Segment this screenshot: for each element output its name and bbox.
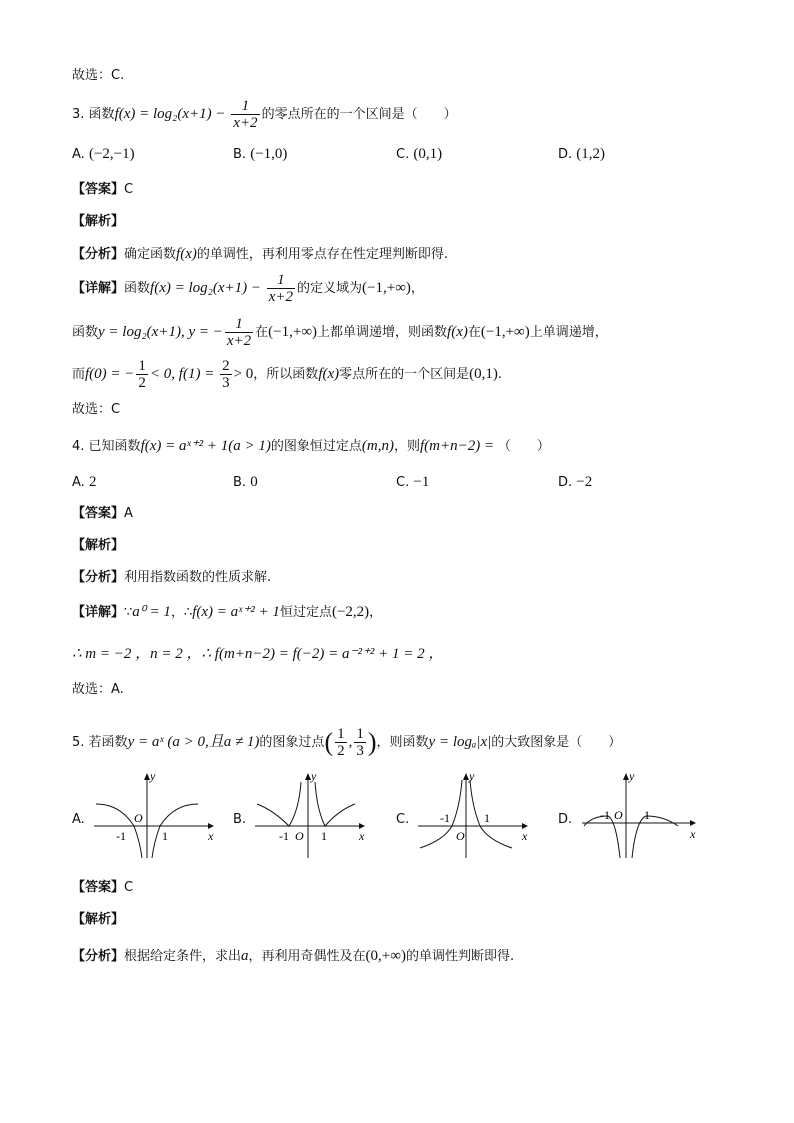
detail-tag: 【详解】 — [72, 281, 125, 296]
text: ，所以函数 — [253, 367, 319, 382]
fraction — [136, 358, 148, 391]
denominator: x+2 — [226, 333, 252, 349]
text: 的图象过点 — [259, 735, 325, 750]
text: 在 — [255, 325, 269, 340]
math: (−1,+∞) — [268, 324, 318, 340]
denominator: x+2 — [233, 115, 258, 131]
answer-tag: 【答案】 — [72, 506, 125, 521]
x-axis-label: x — [522, 829, 528, 843]
fraction — [267, 272, 295, 305]
numerator: 1 — [138, 358, 146, 374]
math: (m,n) — [361, 438, 394, 454]
option-value: (−1,0) — [250, 146, 288, 162]
tick-neg-one: -1 — [279, 829, 289, 843]
origin-label: O — [614, 808, 623, 822]
q5-option-d-graph[interactable] — [578, 770, 708, 860]
question-number: 3. — [72, 107, 85, 122]
origin-label: O — [295, 829, 304, 843]
q5-option-b-graph[interactable] — [251, 770, 381, 860]
text: . — [497, 367, 503, 382]
curve-left — [584, 816, 620, 858]
question-5-stem — [72, 726, 621, 759]
text: ， — [410, 281, 424, 296]
question-number: 4. — [72, 439, 85, 454]
tick-pos-one: 1 — [321, 829, 327, 843]
q5-fenxi — [72, 946, 514, 967]
numerator: 1 — [267, 272, 295, 289]
fraction — [220, 358, 232, 391]
stem-text: 的零点所在的一个区间是（ ） — [261, 107, 457, 122]
numerator: 1 — [337, 726, 345, 742]
math: (−1,+∞) — [362, 280, 411, 296]
numerator: 2 — [222, 358, 230, 374]
stem-text: 函数 — [88, 107, 115, 122]
math: f(x) = aˣ⁺² + 1 — [192, 604, 280, 620]
q5-option-a-label[interactable]: A. — [72, 812, 85, 827]
q5-answer — [72, 878, 133, 898]
q3-option-c[interactable] — [396, 144, 442, 165]
math: a⁰ = 1 — [132, 604, 171, 620]
y-axis-label: y — [150, 770, 156, 783]
text: 的图象恒过定点 — [270, 439, 362, 454]
option-value: 0 — [250, 474, 258, 490]
text: 利用指数函数的性质求解. — [124, 570, 272, 585]
math: a — [241, 948, 249, 964]
q4-answer — [72, 504, 133, 524]
q4-option-a[interactable] — [72, 472, 96, 493]
text: 上单调递增， — [529, 325, 608, 340]
q4-option-c[interactable] — [396, 472, 429, 493]
math: f(x) — [318, 366, 340, 382]
fraction — [225, 316, 253, 349]
text: 函数 — [124, 281, 151, 296]
q5-option-b-label[interactable]: B. — [233, 812, 247, 827]
tick-neg-one: -1 — [600, 808, 610, 822]
y-axis-label: y — [311, 770, 317, 783]
paren-close: ) — [367, 727, 377, 757]
fraction — [231, 98, 259, 131]
denominator: 2 — [138, 375, 146, 391]
text: ，∴ — [170, 605, 193, 620]
math: f(x) — [447, 324, 468, 340]
numerator: 1 — [231, 98, 259, 115]
text: ， — [369, 605, 383, 620]
q3-answer — [72, 180, 133, 200]
text: 的定义域为 — [297, 281, 363, 296]
denominator: 3 — [356, 743, 364, 759]
text: （ ） — [497, 439, 550, 454]
math: y = log₂(x+1), y = − — [98, 324, 223, 340]
text: 函数 — [72, 325, 99, 340]
curve-right — [632, 816, 678, 858]
math: f(x) — [176, 246, 197, 262]
text: 的单调性判断即得. — [405, 949, 515, 964]
text: 已知函数 — [88, 439, 141, 454]
q3-analysis-heading — [72, 212, 124, 232]
q4-option-b[interactable] — [233, 472, 258, 493]
option-label: A. — [72, 147, 85, 162]
paren-open: ( — [324, 727, 334, 757]
text: ∵ — [124, 605, 133, 620]
curve-right — [470, 780, 512, 848]
tick-pos-one: 1 — [484, 811, 490, 825]
text: 的单调性，再利用零点存在性定理判断即得. — [196, 247, 448, 262]
q4-option-d[interactable] — [558, 472, 592, 493]
q3-detail-line-1 — [72, 272, 424, 305]
answer-value: C — [124, 182, 134, 197]
fraction — [354, 726, 366, 759]
q4-fenxi — [72, 568, 271, 588]
math: < 0, f(1) = — [149, 366, 219, 382]
tick-pos-one: 1 — [162, 829, 168, 843]
analysis-tag: 【解析】 — [72, 538, 125, 553]
curve-left — [257, 782, 301, 826]
text: ，再利用奇偶性及在 — [248, 949, 366, 964]
option-label: D. — [558, 147, 573, 162]
q5-option-a-graph[interactable] — [90, 770, 220, 860]
q3-option-d[interactable] — [558, 144, 605, 165]
fenxi-tag: 【分析】 — [72, 570, 125, 585]
tick-pos-one: 1 — [644, 808, 650, 822]
detail-tag: 【详解】 — [72, 605, 125, 620]
q5-option-d-label[interactable]: D. — [558, 812, 573, 827]
q5-option-c-graph[interactable] — [414, 770, 544, 860]
answer-tag: 【答案】 — [72, 182, 125, 197]
question-number: 5. — [72, 735, 85, 750]
q3-option-b[interactable] — [233, 144, 287, 165]
answer-tag: 【答案】 — [72, 880, 125, 895]
option-value: −1 — [413, 474, 430, 490]
x-axis-label: x — [690, 827, 696, 841]
x-axis-label: x — [359, 829, 365, 843]
fenxi-tag: 【分析】 — [72, 949, 125, 964]
math: f(x) = log₂(x+1) − — [150, 280, 265, 296]
math: (0,1) — [469, 366, 498, 382]
curve-right — [315, 782, 355, 826]
option-value: 2 — [88, 474, 97, 490]
option-label: B. — [233, 475, 247, 490]
option-value: −2 — [576, 474, 593, 490]
math: y = logₐ|x| — [428, 734, 492, 750]
math: f(x) = aˣ⁺² + 1(a > 1) — [140, 438, 271, 454]
answer-value: A — [124, 506, 133, 521]
fenxi-tag: 【分析】 — [72, 247, 125, 262]
function-expression: f(x) = log₂(x+1) − — [114, 106, 230, 122]
text: ，则 — [393, 439, 420, 454]
previous-answer-choice: 故选：C. — [72, 68, 125, 83]
denominator: 3 — [222, 375, 230, 391]
text: 零点所在的一个区间是 — [339, 367, 470, 382]
y-axis-label: y — [469, 770, 475, 783]
origin-label: O — [134, 811, 143, 825]
text: 若函数 — [88, 735, 128, 750]
option-label: D. — [558, 475, 573, 490]
denominator: 2 — [337, 743, 345, 759]
numerator: 1 — [225, 316, 253, 333]
math: (−1,+∞) — [480, 324, 530, 340]
fraction — [335, 726, 347, 759]
text: 在 — [467, 325, 481, 340]
tick-neg-one: -1 — [440, 811, 450, 825]
q4-detail-line-1 — [72, 602, 382, 623]
origin-label: O — [456, 829, 465, 843]
option-label: C. — [396, 475, 410, 490]
q3-fenxi — [72, 244, 448, 265]
denominator: x+2 — [268, 289, 294, 305]
math: y = aˣ (a > 0,且a ≠ 1) — [127, 734, 260, 750]
math: > 0 — [233, 366, 254, 382]
q3-conclusion: 故选：C — [72, 402, 121, 417]
math: (0,+∞) — [365, 948, 406, 964]
numerator: 1 — [356, 726, 364, 742]
option-label: B. — [233, 147, 247, 162]
math: f(m+n−2) = — [420, 438, 498, 454]
text: 根据给定条件，求出 — [124, 949, 242, 964]
q4-conclusion: 故选：A. — [72, 682, 124, 697]
text: 而 — [72, 367, 86, 382]
curve-right — [152, 804, 198, 858]
option-value: (0,1) — [413, 146, 443, 162]
q3-detail-line-2 — [72, 316, 608, 349]
q5-analysis-heading — [72, 910, 124, 930]
text: 的大致图象是（ ） — [491, 735, 622, 750]
x-axis-label: x — [208, 829, 214, 843]
answer-value: C — [124, 880, 134, 895]
x-axis-arrow — [690, 820, 696, 826]
q3-detail-line-3 — [72, 358, 502, 391]
question-3-stem — [72, 98, 457, 131]
question-4-stem — [72, 436, 550, 457]
tick-neg-one: -1 — [116, 829, 126, 843]
option-label: C. — [396, 147, 410, 162]
q5-option-c-label[interactable]: C. — [396, 812, 410, 827]
y-axis-label: y — [629, 770, 635, 783]
option-value: (−2,−1) — [88, 146, 135, 162]
q4-detail-line-2: ∴ m = −2 ，n = 2 ，∴ f(m+n−2) = f(−2) = a⁻²⁺² + 1 = 2 ， — [72, 646, 444, 662]
q4-analysis-heading — [72, 536, 124, 556]
text: 确定函数 — [124, 247, 177, 262]
comma: , — [348, 734, 353, 750]
option-label: A. — [72, 475, 85, 490]
math: (−2,2) — [331, 604, 370, 620]
analysis-tag: 【解析】 — [72, 214, 125, 229]
text: 恒过定点 — [279, 605, 332, 620]
option-value: (1,2) — [576, 146, 606, 162]
analysis-tag: 【解析】 — [72, 912, 125, 927]
q3-option-a[interactable] — [72, 144, 135, 165]
text: 上都单调递增，则函数 — [317, 325, 448, 340]
math: f(0) = − — [85, 366, 135, 382]
text: ，则函数 — [376, 735, 429, 750]
